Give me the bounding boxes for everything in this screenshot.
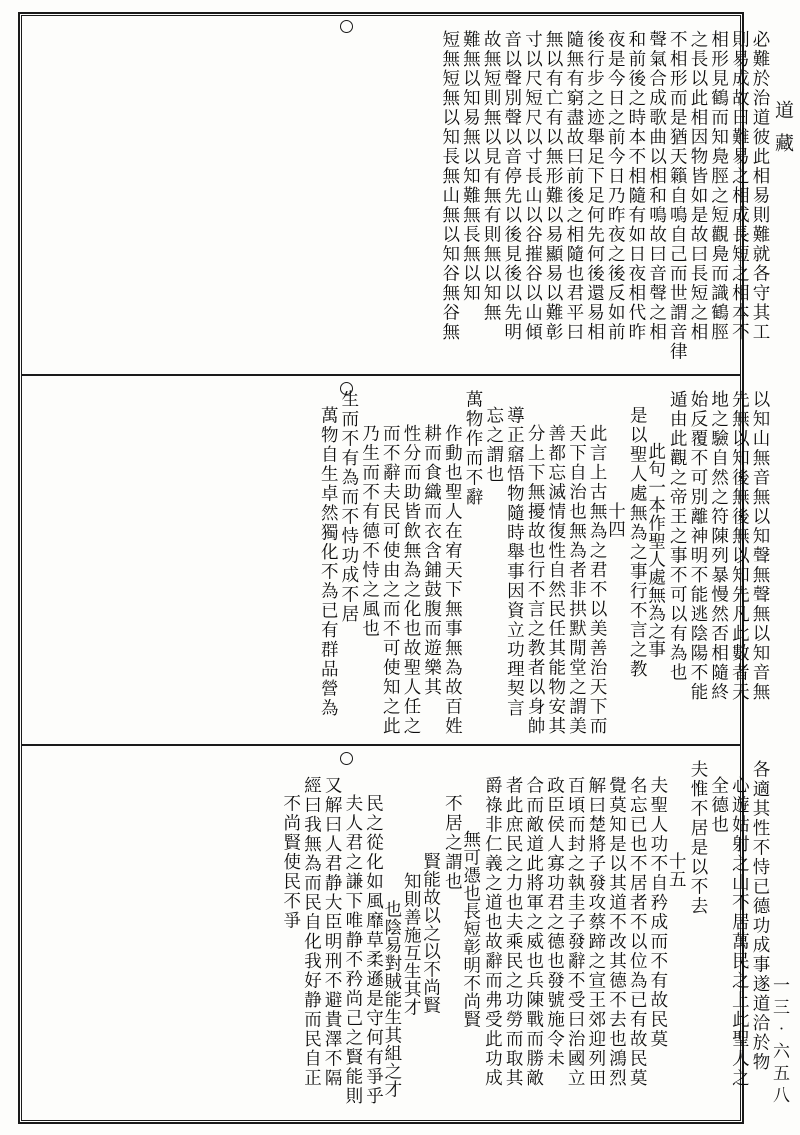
text-column: 者此庶民之力也夫乘民之功勞而取其: [503, 776, 524, 1088]
text-column: 夫人君之謙下唯静不矜尚己之賢能則: [342, 794, 363, 1106]
text-column: 夫惟不居是以不去: [687, 760, 708, 916]
text-column: 後行步之迹舉足下足何先何後還易相: [584, 30, 605, 342]
text-column: 耕而食織而衣含鋪鼓腹而遊樂其: [421, 424, 442, 697]
text-column: 難無以知易無以知難無長無以知: [460, 30, 481, 303]
text-column: 故無短則無以見有無有則無以知無: [481, 30, 502, 323]
text-column: 生而不有為而不恃功成不居: [338, 390, 359, 624]
text-column: 民之從化如風靡草柔遜是守何有爭乎: [363, 794, 384, 1106]
text-column: 是以聖人處無為之事行不言之教: [627, 406, 648, 679]
text-column: 心遊姑射之山不居萬民之上此聖人之: [729, 776, 750, 1088]
text-column: 以知山無音無以知聲無聲無以知音無: [750, 390, 770, 702]
text-column: 名忘已也不居者不以位為已有故民莫: [627, 776, 648, 1088]
text-column: 相形見鶴而知鳧脛之短觀鳧而識鶴脛: [708, 30, 729, 342]
text-columns-bottom: [22, 746, 778, 1120]
interlinear-note-marker: 十五: [666, 852, 687, 888]
interlinear-note-marker: 十四: [605, 502, 626, 538]
text-column: 隨無有窮盡故曰前後之相隨也君平曰: [563, 30, 584, 342]
text-column: 聲氣合成歌曲以相和鳴故曰音聲之相: [646, 30, 667, 342]
text-column: 則易成故曰難易之相成長短之相本不: [729, 30, 750, 342]
register-middle: [22, 376, 778, 744]
text-column: 夫聖人功不自矜成而不有故民莫: [647, 776, 668, 1049]
text-column: 分上下無擾故也行不言之教者以身帥: [525, 424, 546, 736]
text-column: 作動也聖人在宥天下無事無為故百姓: [442, 424, 463, 736]
text-column: 此言上古無為之君不以美善治天下而: [587, 424, 608, 736]
series-title: 道藏: [772, 100, 794, 166]
text-column: 政臣侯人寡功君之德也發號施令未: [544, 776, 565, 1069]
text-column: 又解曰人君静大臣明刑不避貴澤不隔: [322, 776, 343, 1088]
interlinear-note: 知則善施互生其才: [401, 872, 422, 1016]
text-column: 夜是今日之前今日乃昨夜之後反如前: [605, 30, 626, 342]
text-column: 各適其性不恃已德功成事遂道洽於物: [750, 760, 770, 1072]
text-column: 解曰楚將子發攻蔡蹄之宣王郊迎列田: [585, 776, 606, 1088]
text-column: 性分而助皆飲無為之化也故聖人任之: [400, 424, 421, 736]
text-column: 合而敵道此將軍之威也兵陳戰而勝敵: [523, 776, 544, 1088]
text-column: 不居之謂也: [442, 794, 463, 892]
text-column: 先無以知後無後無以知先凡此數者天: [729, 390, 750, 702]
text-columns-top: [22, 16, 778, 374]
text-column: 經曰我無為而民自化我好静而民自正: [301, 776, 322, 1088]
text-column: 短無短無以知長無山無以知谷無谷無: [439, 30, 460, 342]
text-column: 天下自治也無為者非拱默閒堂之謂美: [566, 424, 587, 736]
text-column: 而不辭夫民可使由之而不可使知之此: [380, 424, 401, 736]
text-column: 全德也: [708, 776, 729, 835]
interlinear-note: 也陰易對賊能生其組之才: [381, 900, 402, 1098]
page-margin: [746, 12, 792, 1124]
text-column: 不尚賢使民不爭: [280, 794, 301, 931]
register-top: [22, 16, 778, 374]
text-column: 無以有亡有以無形難以易顯易以難彰: [543, 30, 564, 342]
text-column: 萬物作而不辭: [463, 390, 483, 507]
text-column: 不相形而是猶天籟自鳴自己而世謂音律: [667, 30, 688, 362]
interlinear-note: 賢能故以之以不尚賢: [420, 852, 441, 1014]
text-column: 地之驗自然之符陳列暴慢然否相隨終: [708, 390, 729, 702]
text-column: 忘之謂也: [483, 406, 504, 484]
text-column: 之長以此相因物皆如是故曰長短之相: [687, 30, 708, 342]
interlinear-note: 無可憑也長短彰明不尚賢: [460, 830, 481, 1028]
text-column: 覺莫知是以其道不改其德不去也鴻烈: [606, 776, 627, 1088]
text-column: 善都忘滅情復性自然民任其能物安其: [545, 424, 566, 736]
interlinear-note: 此句一本作聖人處無為之事: [645, 442, 666, 658]
text-column: 寸以尺短尺以寸長山以谷摧谷以山傾: [522, 30, 543, 342]
text-column: 乃生而不有德不恃之風也: [359, 424, 380, 639]
text-column: 始反覆不可別離神明不能逃陰陽不能: [687, 390, 708, 702]
text-column: 遁由此觀之帝王之事不可以有為也: [667, 390, 688, 683]
text-columns-middle: [22, 376, 778, 744]
page-number: 一三‧六五八: [769, 976, 789, 1108]
text-column: 百頃而封之執圭子發辭不受曰治國立: [565, 776, 586, 1088]
text-column: 和前後之時本不相隨有如日夜相代昨: [625, 30, 646, 342]
text-column: 必難於治道彼此相易則難就各守其工: [750, 30, 770, 342]
text-column: 萬物自生卓然獨化不為已有群品營為: [318, 406, 339, 718]
text-column: 音以聲別聲以音停先以後見後以先明: [501, 30, 522, 342]
register-bottom: [22, 746, 778, 1120]
text-column: 爵祿非仁義之道也故辭而弗受此功成: [482, 776, 503, 1088]
text-column: 導正窹悟物隨時舉事因資立功理契言: [504, 406, 525, 718]
